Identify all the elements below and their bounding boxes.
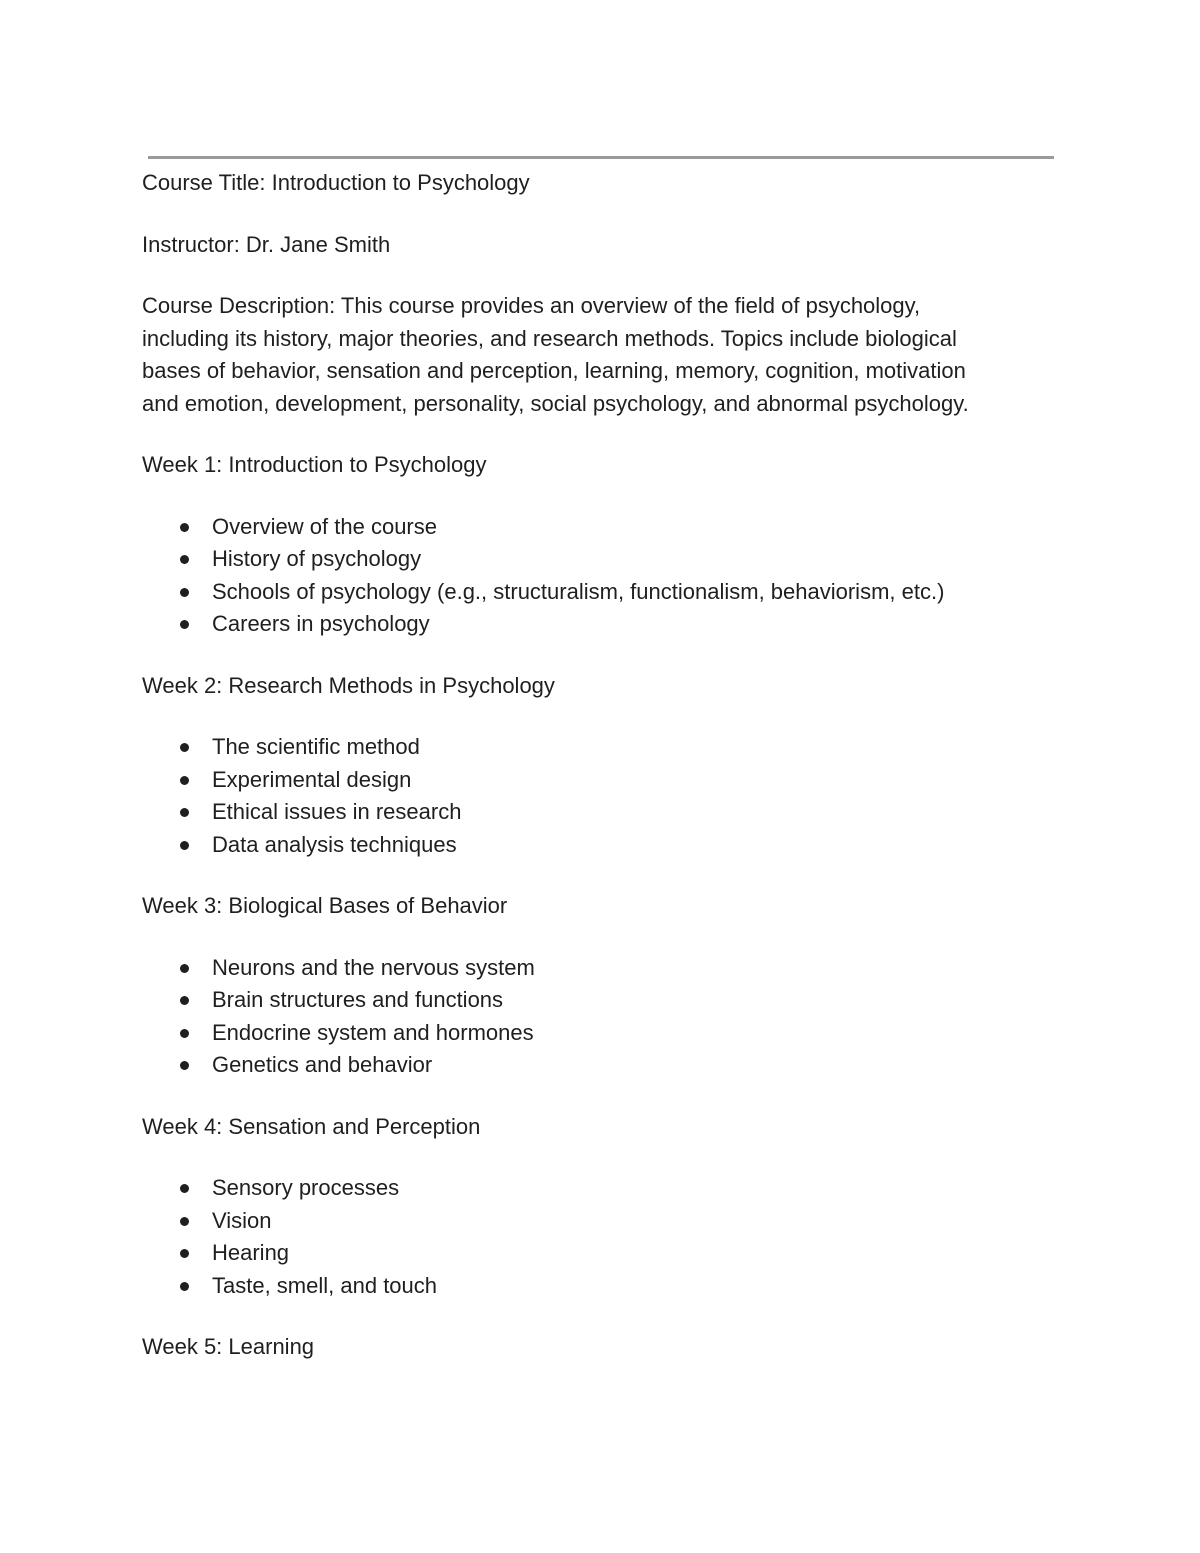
week-heading: Week 3: Biological Bases of Behavior — [142, 893, 508, 918]
topic-text: Genetics and behavior — [212, 1052, 433, 1077]
bullet-icon — [180, 1184, 189, 1193]
list-item — [142, 764, 1042, 797]
description-line: including its history, major theories, and research methods. Topics include biological — [142, 325, 957, 351]
topic-text: Overview of the course — [212, 513, 437, 539]
week-heading: Week 1: Introduction to Psychology — [142, 452, 487, 477]
topic-text: Careers in psychology — [212, 611, 430, 636]
bullet-icon — [180, 620, 189, 629]
bullet-icon — [180, 1282, 189, 1291]
description-line: bases of behavior, sensation and perception, learning, memory, cognition, motivation — [142, 358, 966, 383]
bullet-icon — [180, 743, 189, 752]
topic-text: The scientific method — [212, 734, 420, 759]
topic-text: Taste, smell, and touch — [212, 1272, 438, 1298]
list-item — [142, 1172, 1042, 1205]
list-item — [142, 1270, 1042, 1303]
bullet-icon — [180, 1249, 189, 1258]
topic-text: Hearing — [212, 1240, 290, 1265]
course-title: Course Title: Introduction to Psychology — [142, 170, 530, 195]
bullet-icon — [180, 776, 189, 785]
list-item — [142, 796, 1042, 829]
bullet-icon — [180, 808, 189, 817]
list-item — [142, 608, 1042, 641]
topic-text: Endocrine system and hormones — [212, 1019, 534, 1045]
list-item — [142, 576, 1042, 609]
list-item — [142, 1049, 1042, 1082]
list-item — [142, 511, 1042, 544]
topic-list — [142, 511, 1042, 641]
topic-text: Experimental design — [212, 766, 412, 792]
description-line: and emotion, development, personality, social psychology, and abnormal psychology. — [142, 390, 969, 416]
list-item — [142, 984, 1042, 1017]
week-heading: Week 4: Sensation and Perception — [142, 1113, 481, 1139]
topic-text: Data analysis techniques — [212, 831, 457, 857]
horizontal-rule — [148, 156, 1054, 159]
description-line: Course Description: This course provides an overview of the field of psychology, — [142, 293, 921, 318]
bullet-icon — [180, 523, 189, 532]
bullet-icon — [180, 1029, 189, 1038]
list-item — [142, 1205, 1042, 1238]
bullet-icon — [180, 588, 189, 597]
topic-text: History of psychology — [212, 546, 422, 571]
bullet-icon — [180, 996, 189, 1005]
topic-list — [142, 952, 1042, 1082]
topic-text: Vision — [212, 1207, 272, 1233]
topic-text: Schools of psychology (e.g., structuralism, functionalism, behaviorism, etc.) — [212, 578, 945, 604]
bullet-icon — [180, 1061, 189, 1070]
list-item — [142, 952, 1042, 985]
list-item — [142, 543, 1042, 576]
topic-list — [142, 731, 1042, 861]
bullet-icon — [180, 964, 189, 973]
week-heading: Week 2: Research Methods in Psychology — [142, 672, 555, 698]
topic-text: Brain structures and functions — [212, 987, 504, 1012]
list-item — [142, 829, 1042, 862]
topic-text: Sensory processes — [212, 1175, 400, 1200]
topic-text: Neurons and the nervous system — [212, 954, 535, 980]
topic-list — [142, 1172, 1042, 1302]
list-item — [142, 1237, 1042, 1270]
instructor: Instructor: Dr. Jane Smith — [142, 231, 391, 257]
list-item — [142, 731, 1042, 764]
week-heading: Week 5: Learning — [142, 1334, 315, 1359]
bullet-icon — [180, 555, 189, 564]
course-description — [142, 290, 1042, 420]
document-body — [142, 167, 1042, 1393]
list-item — [142, 1017, 1042, 1050]
bullet-icon — [180, 841, 189, 850]
bullet-icon — [180, 1217, 189, 1226]
topic-text: Ethical issues in research — [212, 799, 462, 824]
